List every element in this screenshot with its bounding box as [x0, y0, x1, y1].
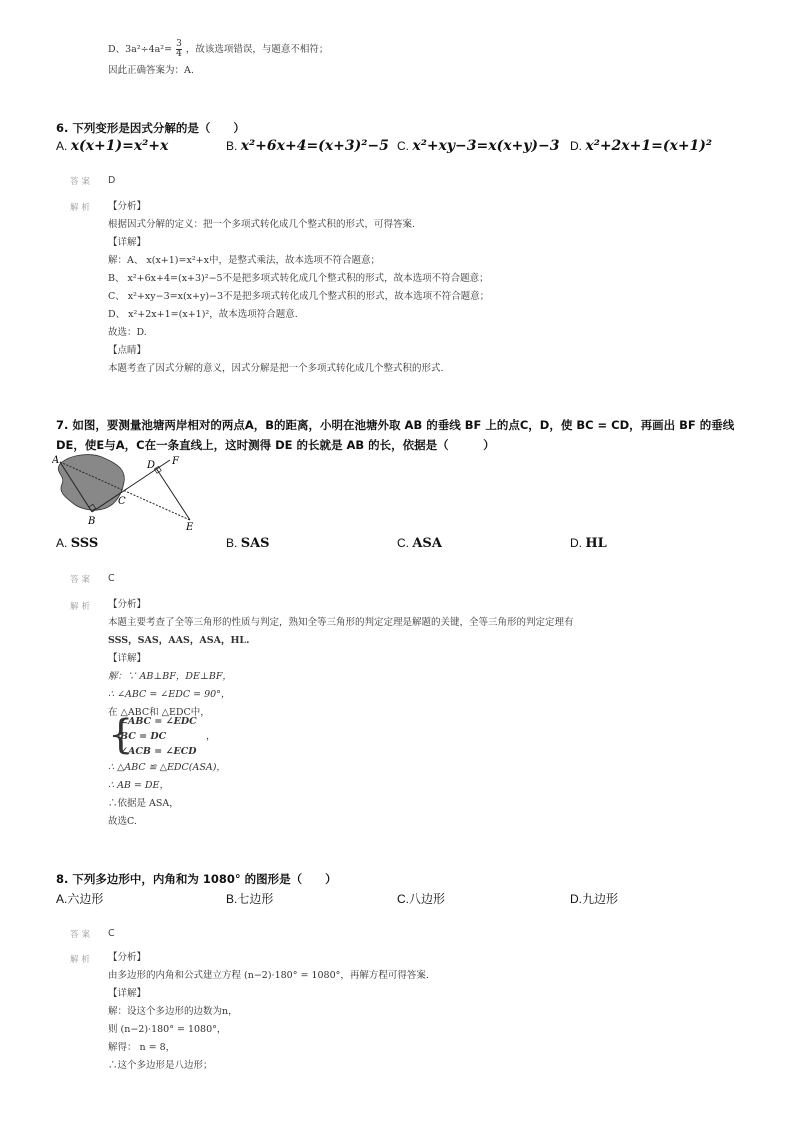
prev-conclusion: 因此正确答案为：A. [108, 65, 194, 76]
q6-analysis-tag: 解析 [70, 203, 94, 213]
q7-analysis-2 [108, 761, 226, 833]
q6-analysis [108, 200, 489, 380]
q7-option-b-text: SAS [240, 536, 270, 551]
q8-analysis-line: ∴这个多边形是八边形； [108, 1060, 213, 1071]
prev-frac-den: 4 [176, 49, 182, 59]
q8-analysis [108, 951, 429, 1077]
q6-analysis-line: C、 x²+xy−3=x(x+y)−3不是把多项式转化成几个整式积的形式，故本选项不符合题意； [108, 291, 490, 302]
q6-option-c[interactable] [397, 138, 560, 154]
q6-option-d-label: D. [570, 139, 582, 153]
q7-option-a-label: A. [56, 536, 68, 550]
label-f: F [172, 456, 179, 467]
system-row: ∠ACB = ∠ECD [120, 746, 197, 757]
q6-option-c-math: x²+xy−3=x(x+y)−3 [412, 138, 560, 154]
q8-option-a-text: 六边形 [67, 892, 104, 906]
q7-title-line2: DE，使E与A，C在一条直线上，这时测得 DE 的长就是 AB 的长，依据是（ ） [56, 438, 495, 452]
system-tail: ， [206, 731, 216, 742]
q7-option-a-text: SSS [70, 536, 99, 551]
q6-answer-tag: 答案 [70, 177, 94, 187]
q7-option-d-text: HL [585, 536, 607, 551]
q7-analysis-line: SSS，SAS，AAS，ASA，HL. [108, 635, 250, 646]
q8-option-b-text: 七边形 [237, 892, 274, 906]
q8-option-a[interactable] [56, 890, 103, 907]
q8-option-d-text: 九边形 [582, 892, 619, 906]
q8-option-c[interactable] [397, 890, 445, 907]
q6-analysis-line: B、 x²+6x+4=(x+3)²−5不是把多项式转化成几个整式积的形式，故本选项不符合题意； [108, 273, 489, 284]
q7-analysis-line: ∴依据是 ASA， [108, 798, 179, 809]
q6-analysis-line: 【详解】 [108, 237, 147, 248]
label-b: B [88, 516, 96, 527]
q7-analysis [108, 598, 574, 724]
q6-option-a-label: A. [56, 139, 68, 153]
q6-option-d-math: x²+2x+1=(x+1)² [585, 138, 713, 154]
prev-line-d [108, 40, 328, 59]
label-a: A [52, 455, 60, 466]
q7-analysis-tag: 解析 [70, 602, 94, 612]
q8-answer: C [108, 928, 115, 939]
q6-analysis-line: 本题考查了因式分解的意义，因式分解是把一个多项式转化成几个整式积的形式. [108, 363, 444, 374]
q8-answer-tag: 答案 [70, 930, 94, 940]
q8-analysis-line: 【详解】 [108, 988, 147, 999]
q6-option-d[interactable] [570, 138, 712, 154]
pond-shape [58, 455, 124, 510]
q7-analysis-line: 本题主要考查了全等三角形的性质与判定，熟知全等三角形的判定定理是解题的关键，全等三角形的判定定理有 [108, 617, 574, 628]
q7-option-c-label: C. [397, 536, 409, 550]
system-brace: { [108, 712, 134, 758]
q7-analysis-line: ∴ AB = DE， [108, 780, 169, 791]
q6-answer: D [108, 175, 116, 186]
prev-frac-num: 3 [176, 39, 182, 49]
q8-analysis-line: 由多边形的内角和公式建立方程 (n−2)·180° = 1080°，再解方程可得答案. [108, 970, 429, 981]
q6-analysis-line: 故选：D. [108, 327, 147, 338]
q7-title-line1: 7. 如图，要测量池塘两岸相对的两点A，B的距离，小明在池塘外取 AB 的垂线 BF 上的点C，D，使 BC = CD，再画出 BF 的垂线 [56, 418, 735, 432]
q8-title: 8. 下列多边形中，内角和为 1080° 的图形是（ ） [56, 872, 337, 886]
q6-option-a[interactable] [56, 138, 168, 154]
q7-answer: C [108, 573, 115, 584]
q6-analysis-line: 【点睛】 [108, 345, 147, 356]
q8-option-c-label: C. [397, 892, 409, 906]
q7-option-c-text: ASA [412, 536, 442, 551]
q6-option-b-math: x²+6x+4=(x+3)²−5 [240, 138, 389, 154]
q7-option-d[interactable] [570, 536, 607, 551]
q6-option-c-label: C. [397, 139, 409, 153]
q6-option-b-label: B. [226, 139, 238, 153]
q8-option-b[interactable] [226, 890, 273, 907]
q6-option-b[interactable] [226, 138, 389, 154]
q6-analysis-line: 【分析】 [108, 201, 147, 212]
q8-option-a-label: A. [56, 892, 68, 906]
q7-analysis-line: 【分析】 [108, 599, 147, 610]
label-d: D [147, 460, 156, 471]
q8-option-d[interactable] [570, 890, 618, 907]
q7-option-b-label: B. [226, 536, 238, 550]
q7-option-a[interactable] [56, 536, 98, 551]
q8-analysis-line: 则 (n−2)·180° = 1080°， [108, 1024, 227, 1035]
label-c: C [118, 496, 126, 507]
system-row: ∠ABC = ∠EDC [120, 716, 197, 727]
q7-analysis-line: 解：∵ AB⊥BF，DE⊥BF， [108, 671, 232, 682]
system-row: BC = DC [120, 731, 167, 742]
label-e: E [186, 522, 194, 532]
q7-analysis-line: 【详解】 [108, 653, 147, 664]
q6-analysis-line: 解：A、 x(x+1)=x²+x中，是整式乘法，故本选项不符合题意； [108, 255, 380, 266]
q6-analysis-line: D、 x²+2x+1=(x+1)²，故本选项符合题意. [108, 309, 298, 320]
q7-analysis-line: ∴ ∠ABC = ∠EDC = 90°， [108, 689, 231, 700]
q7-analysis-line: 故选C. [108, 816, 137, 827]
q8-analysis-line: 【分析】 [108, 952, 147, 963]
q7-pond-figure [52, 452, 202, 532]
q8-option-b-label: B. [226, 892, 238, 906]
q6-title: 6. 下列变形是因式分解的是（ ） [56, 121, 245, 135]
q8-analysis-tag: 解析 [70, 955, 94, 965]
prev-line-d-tail: ，故该选项错误，与题意不相符； [185, 44, 329, 55]
q8-analysis-line: 解：设这个多边形的边数为n， [108, 1006, 238, 1017]
q7-analysis-line: 在 △ABC和 △EDC中， [108, 707, 210, 718]
q7-option-b[interactable] [226, 536, 270, 551]
prev-fraction [176, 40, 182, 59]
prev-line-d-text: D、3a²÷4a²= [108, 44, 173, 55]
q6-option-a-math: x(x+1)=x²+x [70, 138, 169, 154]
q8-option-d-label: D. [570, 892, 582, 906]
q7-answer-tag: 答案 [70, 575, 94, 585]
q7-analysis-line: ∴ △ABC ≌ △EDC(ASA)， [108, 762, 226, 773]
q8-analysis-line: 解得： n = 8， [108, 1042, 176, 1053]
q7-option-d-label: D. [570, 536, 582, 550]
q7-option-c[interactable] [397, 536, 442, 551]
q6-analysis-line: 根据因式分解的定义：把一个多项式转化成几个整式积的形式，可得答案. [108, 219, 416, 230]
q8-option-c-text: 八边形 [409, 892, 446, 906]
